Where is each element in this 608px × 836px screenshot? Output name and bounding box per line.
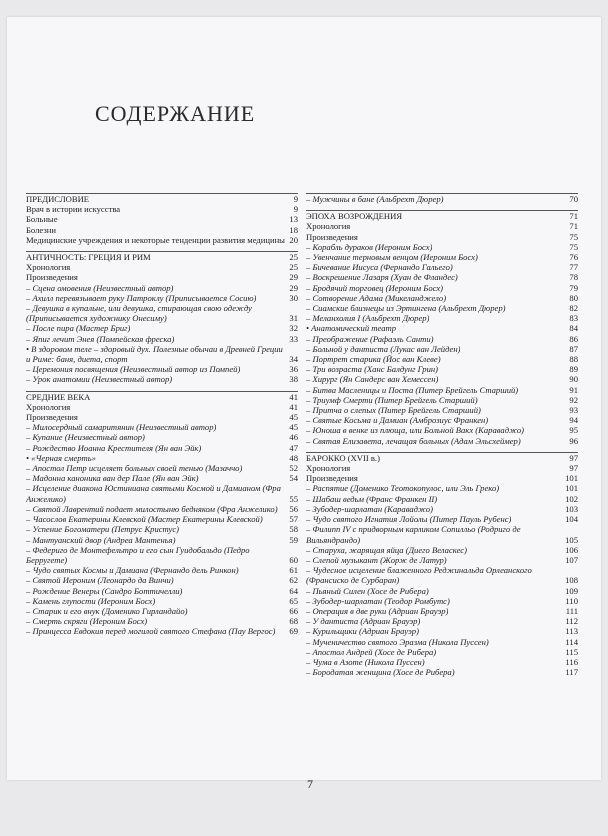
toc-entry-page: 47 (289, 442, 298, 453)
toc-entry[interactable] (26, 535, 298, 545)
toc-entry[interactable] (306, 453, 578, 463)
toc-entry-title: – Святой Лаврентий подает милостыню бедняком (Фра Анжелико) (26, 503, 278, 514)
toc-entry-title: – Милосердный самаритянин (Неизвестный автор) (26, 422, 217, 433)
toc-entry[interactable] (26, 565, 298, 575)
toc-entry-page: 38 (289, 374, 298, 385)
page-number: 7 (307, 777, 313, 791)
toc-entry-title: – Чудо святого Игнатия Лойолы (Питер Пауль Рубенс) (306, 514, 512, 525)
toc-entry[interactable] (306, 667, 578, 677)
toc-entry-title: – Мужчины в бане (Альбрехт Дюрер) (306, 194, 444, 204)
toc-entry[interactable] (306, 637, 578, 647)
toc-column-right (306, 193, 578, 683)
toc-entry[interactable] (306, 436, 578, 446)
toc-entry-title: – Старуха, жарящая яйца (Диего Веласкес) (306, 544, 467, 555)
toc-entry-page: 93 (569, 405, 578, 416)
toc-entry-title: Болезни (26, 224, 56, 235)
toc-entry[interactable] (306, 374, 578, 384)
toc-entry-title: – Сиамские близнецы из Эртингена (Альбрехт Дюрер) (306, 303, 506, 314)
toc-entry-title: Произведения (26, 412, 78, 423)
toc-entry-title: – Распятие (Доменико Теотокопулос, или Эль Греко) (306, 483, 500, 494)
toc-entry-title: – Смерть скряги (Иероним Босх) (26, 616, 148, 627)
toc-entry[interactable] (306, 385, 578, 395)
toc-entry-title: – Чудо святых Космы и Дамиана (Фернандо дель Ринкон) (26, 565, 239, 576)
toc-entry[interactable] (26, 504, 298, 514)
toc-entry-title: – Урок анатомии (Неизвестный автор) (26, 374, 173, 385)
toc-entry-page: 32 (289, 323, 298, 334)
toc-entry-title: – Слепой музыкант (Жорж де Латур) (306, 554, 447, 565)
toc-entry-page: 92 (569, 394, 578, 405)
toc-entry[interactable] (306, 323, 578, 333)
toc-entry-title: Хронология (306, 221, 351, 232)
toc-entry[interactable] (26, 252, 298, 262)
toc-entry-title: – Чума в Азоте (Никола Пуссен) (306, 656, 425, 667)
toc-entry[interactable] (306, 354, 578, 364)
toc-entry[interactable] (306, 252, 578, 262)
toc-entry-page: 105 (565, 534, 578, 545)
toc-entry-page: 84 (569, 323, 578, 334)
toc-entry[interactable] (26, 204, 298, 214)
toc-entry-page: 46 (289, 432, 298, 443)
toc-entry[interactable] (306, 364, 578, 374)
toc-entry[interactable] (26, 334, 298, 344)
toc-entry[interactable] (306, 657, 578, 667)
toc-entry-page: 94 (569, 415, 578, 426)
toc-entry-page: 75 (569, 241, 578, 252)
toc-entry-title: – Сотворение Адама (Микеланджело) (306, 292, 447, 303)
toc-entry[interactable] (306, 616, 578, 626)
toc-entry-title: Хронология (26, 262, 71, 273)
toc-entry-title: – Пьяный Силен (Хосе де Рибера) (306, 585, 429, 596)
toc-entry-page: 45 (289, 422, 298, 433)
toc-entry[interactable] (306, 514, 578, 524)
toc-entry-page: 109 (565, 585, 578, 596)
toc-entry-page: 104 (565, 514, 578, 525)
toc-entry-title: – Меланхолия I (Альбрехт Дюрер) (306, 313, 430, 324)
toc-entry-page: 57 (289, 514, 298, 525)
toc-entry-title: – Филипп IV с придворным карликом Сопилльо (Родриго де Вильяндрандо) (306, 524, 521, 545)
toc-entry-page: 86 (569, 333, 578, 344)
toc-section (306, 210, 578, 446)
toc-entry-page: 111 (565, 605, 578, 616)
toc-entry-page: 9 (293, 194, 298, 204)
toc-entry-page: 103 (565, 503, 578, 514)
toc-entry-title: – Святая Елизавета, лечащая больных (Адам Эльсхеймер) (306, 435, 521, 446)
toc-entry-page: 58 (289, 524, 298, 535)
toc-entry-title: СРЕДНИЕ ВЕКА (26, 391, 91, 402)
toc-entry[interactable] (26, 463, 298, 473)
toc-entry-page: 114 (565, 636, 578, 647)
toc-section (26, 391, 298, 637)
toc-entry-title: – Сцена омовения (Неизвестный автор) (26, 282, 174, 293)
toc-entry-page: 78 (569, 272, 578, 283)
toc-entry-page: 66 (289, 605, 298, 616)
toc-entry[interactable] (26, 432, 298, 442)
toc-entry[interactable] (306, 647, 578, 657)
toc-entry-page: 117 (565, 667, 578, 678)
toc-section (26, 193, 298, 245)
toc-entry-title: Врач в истории искусства (26, 204, 121, 215)
toc-entry-page: 79 (569, 282, 578, 293)
toc-entry[interactable] (306, 494, 578, 504)
toc-entry-title: Больные (26, 214, 58, 225)
toc-entry-page: 88 (569, 354, 578, 365)
toc-entry[interactable] (26, 606, 298, 616)
toc-entry-title: Медицинские учреждения и некоторые тенденции развития медицины (26, 234, 285, 245)
toc-entry-page: 31 (289, 313, 298, 324)
toc-entry-title: – Мадонна каноника ван дер Пале (Ян ван Эйк) (26, 473, 199, 484)
toc-entry-page: 115 (565, 646, 578, 657)
toc-entry-title: – Чудесное исцеление блаженного Реджинальда Орлеанского (Франсиско де Сурбаран) (306, 565, 532, 586)
toc-entry-page: 56 (289, 503, 298, 514)
toc-entry-title: – Зубодер-шарлатан (Теодор Ромбутс) (306, 595, 450, 606)
toc-entry-page: 61 (289, 565, 298, 576)
toc-entry-page: 101 (565, 483, 578, 494)
toc-entry-title: – Апостол Петр исцеляет больных своей тенью (Мазаччо) (26, 463, 243, 474)
toc-entry-title: – Япиг лечит Энея (Помпейская фреска) (26, 333, 175, 344)
toc-entry-page: 41 (289, 391, 298, 402)
toc-entry-page: 48 (289, 452, 298, 463)
toc-entry[interactable] (26, 483, 298, 503)
toc-entry[interactable] (26, 402, 298, 412)
toc-column-left (26, 193, 298, 643)
toc-entry-title: – Триумф Смерти (Питер Брейгель Старший) (306, 394, 478, 405)
toc-entry[interactable] (306, 415, 578, 425)
toc-entry-page: 36 (289, 364, 298, 375)
toc-entry-title: – Мученичество святого Эразма (Никола Пуссен) (306, 636, 489, 647)
toc-entry[interactable] (306, 293, 578, 303)
toc-entry-page: 89 (569, 364, 578, 375)
toc-entry-page: 112 (565, 616, 578, 627)
page-title: СОДЕРЖАНИЕ (95, 101, 256, 126)
toc-entry[interactable] (26, 364, 298, 374)
toc-entry-page: 30 (289, 292, 298, 303)
toc-entry-page: 65 (289, 595, 298, 606)
toc-entry[interactable] (306, 232, 578, 242)
toc-entry[interactable] (26, 262, 298, 272)
toc-entry-title: – Святой Иероним (Леонардо да Винчи) (26, 575, 174, 586)
toc-entry[interactable] (26, 545, 298, 565)
toc-entry[interactable] (26, 453, 298, 463)
toc-entry[interactable] (306, 545, 578, 555)
toc-entry-page: 91 (569, 384, 578, 395)
toc-entry-title: – Бродячий торговец (Иероним Босх) (306, 282, 444, 293)
toc-entry-title: – Больной у дантиста (Лукас ван Лейден) (306, 343, 461, 354)
toc-entry[interactable] (26, 225, 298, 235)
toc-entry-title: – Три возраста (Ханс Балдунг Грин) (306, 364, 438, 375)
toc-entry-title: – Федериго де Монтефельтро и его сын Гуидобальдо (Педро Берругете) (26, 544, 250, 565)
toc-entry[interactable] (306, 463, 578, 473)
toc-entry-title: – Курильщики (Адриан Брауэр) (306, 626, 419, 637)
toc-section (26, 251, 298, 385)
toc-entry[interactable] (306, 504, 578, 514)
toc-entry-title: – Апостол Андрей (Хосе де Рибера) (306, 646, 437, 657)
toc-entry-page: 29 (289, 272, 298, 283)
toc-entry[interactable] (306, 344, 578, 354)
toc-entry[interactable] (26, 514, 298, 524)
toc-entry-title: Хронология (26, 401, 71, 412)
toc-entry-title: – Битва Масленицы и Поста (Питер Брейгель Старший) (306, 384, 519, 395)
toc-entry[interactable] (306, 524, 578, 544)
toc-entry-page: 97 (569, 463, 578, 474)
toc-entry-page: 34 (289, 354, 298, 365)
toc-entry[interactable] (26, 616, 298, 626)
toc-entry-title: – Святые Косьма и Дамиан (Амброзиус Франкен) (306, 415, 489, 426)
toc-entry[interactable] (26, 596, 298, 606)
toc-entry[interactable] (26, 293, 298, 303)
toc-entry[interactable] (26, 412, 298, 422)
toc-entry-page: 54 (289, 473, 298, 484)
toc-entry-page: 108 (565, 575, 578, 586)
toc-entry[interactable] (26, 392, 298, 402)
toc-entry-page: 55 (289, 493, 298, 504)
toc-entry-title: – Юноша в венке из плюща, или Больной Вакх (Караваджо) (306, 425, 525, 436)
toc-entry-title: – Девушка в купальне, или девушка, стирающая свою одежду (Приписывается художнику Онесиму) (26, 303, 252, 324)
toc-entry-title: – Купание (Неизвестный автор) (26, 432, 145, 443)
toc-entry[interactable] (26, 235, 298, 245)
toc-entry-page: 107 (565, 554, 578, 565)
toc-entry[interactable] (306, 626, 578, 636)
toc-entry-title: – Воскрешение Лазаря (Хуан де Фландес) (306, 272, 458, 283)
toc-entry-page: 110 (565, 595, 578, 606)
toc-entry-title: • В здоровом теле – здоровый дух. Полезные обычаи в Древней Греции и Риме: баня, диета, спорт (26, 343, 283, 365)
toc-entry-title: Произведения (306, 473, 358, 484)
toc-entry[interactable] (306, 555, 578, 565)
toc-section (306, 193, 578, 204)
toc-entry-title: – Увенчание терновым венцом (Иероним Босх) (306, 252, 478, 263)
toc-entry-page: 62 (289, 575, 298, 586)
toc-entry[interactable] (306, 221, 578, 231)
toc-entry[interactable] (306, 334, 578, 344)
toc-entry-title: – Корабль дураков (Иероним Босх) (306, 241, 433, 252)
toc-entry[interactable] (26, 422, 298, 432)
toc-entry[interactable] (306, 395, 578, 405)
toc-entry-title: – Успение Богоматери (Петрус Кристус) (26, 524, 180, 535)
toc-entry-title: – Камень глупости (Иероним Босх) (26, 595, 156, 606)
toc-entry-page: 82 (569, 303, 578, 314)
toc-entry-page: 101 (565, 473, 578, 484)
toc-entry-title: – Бородатая женщина (Хосе де Рибера) (306, 667, 455, 678)
toc-entry-title: – Зубодер-шарлатан (Караваджо) (306, 503, 433, 514)
toc-entry-title: – Часослов Екатерины Клевской (Мастер Екатерины Клевской) (26, 514, 263, 525)
toc-entry-page: 75 (569, 231, 578, 242)
toc-entry-page: 52 (289, 463, 298, 474)
toc-entry[interactable] (26, 626, 298, 636)
toc-section (306, 452, 578, 677)
toc-entry-page: 25 (289, 252, 298, 263)
toc-entry-page: 68 (289, 616, 298, 627)
toc-entry[interactable] (26, 283, 298, 293)
toc-entry-title: – Преображение (Рафаэль Санти) (306, 333, 434, 344)
toc-entry-title: БАРОККО (XVII в.) (306, 452, 380, 463)
toc-entry[interactable] (26, 214, 298, 224)
toc-entry[interactable] (306, 425, 578, 435)
toc-entry-page: 90 (569, 374, 578, 385)
toc-entry[interactable] (306, 262, 578, 272)
toc-entry-page: 97 (569, 452, 578, 463)
toc-entry-title: АНТИЧНОСТЬ: ГРЕЦИЯ И РИМ (26, 252, 151, 263)
toc-entry-page: 18 (289, 224, 298, 235)
toc-entry-title: • «Черная смерть» (26, 452, 96, 463)
toc-entry-page: 113 (565, 626, 578, 637)
toc-entry-page: 33 (289, 333, 298, 344)
toc-entry[interactable] (26, 586, 298, 596)
toc-entry[interactable] (306, 405, 578, 415)
toc-entry-title: ЭПОХА ВОЗРОЖДЕНИЯ (306, 211, 403, 222)
toc-entry[interactable] (26, 194, 298, 204)
toc-entry[interactable] (306, 473, 578, 483)
toc-entry-page: 83 (569, 313, 578, 324)
toc-entry[interactable] (26, 473, 298, 483)
toc-entry[interactable] (26, 374, 298, 384)
toc-entry-page: 45 (289, 412, 298, 423)
toc-entry-page: 25 (289, 262, 298, 273)
toc-entry[interactable] (306, 194, 578, 204)
toc-entry[interactable] (26, 323, 298, 333)
toc-entry-title: – Рождение Венеры (Сандро Боттичелли) (26, 585, 183, 596)
toc-entry-page: 71 (569, 221, 578, 232)
toc-entry-page: 95 (569, 425, 578, 436)
toc-entry[interactable] (306, 303, 578, 313)
toc-entry-title: – Принцесса Евдокия перед могилой святого Стефана (Пау Вергос) (26, 626, 276, 637)
toc-entry[interactable] (306, 483, 578, 493)
toc-entry-title: • Анатомический театр (306, 323, 397, 334)
toc-entry[interactable] (26, 344, 298, 364)
toc-entry-page: 87 (569, 343, 578, 354)
toc-entry-page: 69 (289, 626, 298, 637)
toc-entry-page: 106 (565, 544, 578, 555)
toc-entry-page: 64 (289, 585, 298, 596)
toc-entry[interactable] (306, 565, 578, 585)
toc-entry-page: 102 (565, 493, 578, 504)
book-page (7, 17, 601, 791)
toc-entry-title: ПРЕДИСЛОВИЕ (26, 194, 90, 204)
toc-entry-title: – Шабаш ведьм (Франс Франкен II) (306, 493, 438, 504)
toc-entry[interactable] (26, 575, 298, 585)
toc-entry-title: Хронология (306, 463, 351, 474)
toc-entry[interactable] (26, 443, 298, 453)
toc-entry[interactable] (306, 586, 578, 596)
toc-entry-page: 29 (289, 282, 298, 293)
toc-entry-page: 96 (569, 435, 578, 446)
toc-entry-title: – Церемония посвящения (Неизвестный автор из Помпей) (26, 364, 241, 375)
toc-entry[interactable] (306, 596, 578, 606)
toc-entry-page: 13 (289, 214, 298, 225)
toc-entry[interactable] (26, 303, 298, 323)
toc-entry-page: 20 (289, 234, 298, 245)
toc-entry[interactable] (26, 272, 298, 282)
toc-entry-page: 71 (569, 211, 578, 222)
toc-entry[interactable] (306, 242, 578, 252)
toc-entry[interactable] (306, 283, 578, 293)
toc-entry-page: 76 (569, 252, 578, 263)
toc-entry[interactable] (26, 524, 298, 534)
toc-entry-title: Произведения (306, 231, 358, 242)
toc-entry-title: – Хирург (Ян Сандерс ван Хемессен) (306, 374, 439, 385)
toc-entry-title: – Ахилл перевязывает руку Патроклу (Приписывается Сосию) (26, 292, 257, 303)
toc-entry[interactable] (306, 606, 578, 616)
toc-entry-title: – Старик и его внук (Доменико Гирландайо) (26, 605, 188, 616)
toc-entry-page: 77 (569, 262, 578, 273)
toc-entry-title: – Операция в две руки (Адриан Брауэр) (306, 605, 449, 616)
toc-entry-title: – Рождество Иоанна Крестителя (Ян ван Эйк) (26, 442, 202, 453)
toc-entry-page: 9 (293, 204, 298, 215)
toc-entry[interactable] (306, 211, 578, 221)
toc-entry-title: – У дантиста (Адриан Брауэр) (306, 616, 421, 627)
toc-entry-page: 70 (569, 194, 578, 204)
toc-entry-title: – Притча о слепых (Питер Брейгель Старший) (306, 405, 481, 416)
toc-entry-title: – Бичевание Иисуса (Фернандо Гальего) (306, 262, 453, 273)
toc-entry-page: 116 (565, 656, 578, 667)
toc-entry-title: – Портрет старика (Йос ван Клеве) (306, 354, 441, 365)
toc-entry[interactable] (306, 313, 578, 323)
toc-entry-page: 41 (289, 401, 298, 412)
toc-entry-page: 60 (289, 554, 298, 565)
toc-entry-title: – Исцеление диакона Юстиниана святыми Космой и Дамианом (Фра Анжелико) (26, 483, 281, 504)
toc-entry-page: 80 (569, 292, 578, 303)
toc-entry[interactable] (306, 272, 578, 282)
toc-entry-title: Произведения (26, 272, 78, 283)
toc-entry-title: – После пира (Мастер Бриг) (26, 323, 131, 334)
toc-entry-title: – Мантуанский двор (Андреа Мантенья) (26, 534, 176, 545)
toc-entry-page: 59 (289, 534, 298, 545)
